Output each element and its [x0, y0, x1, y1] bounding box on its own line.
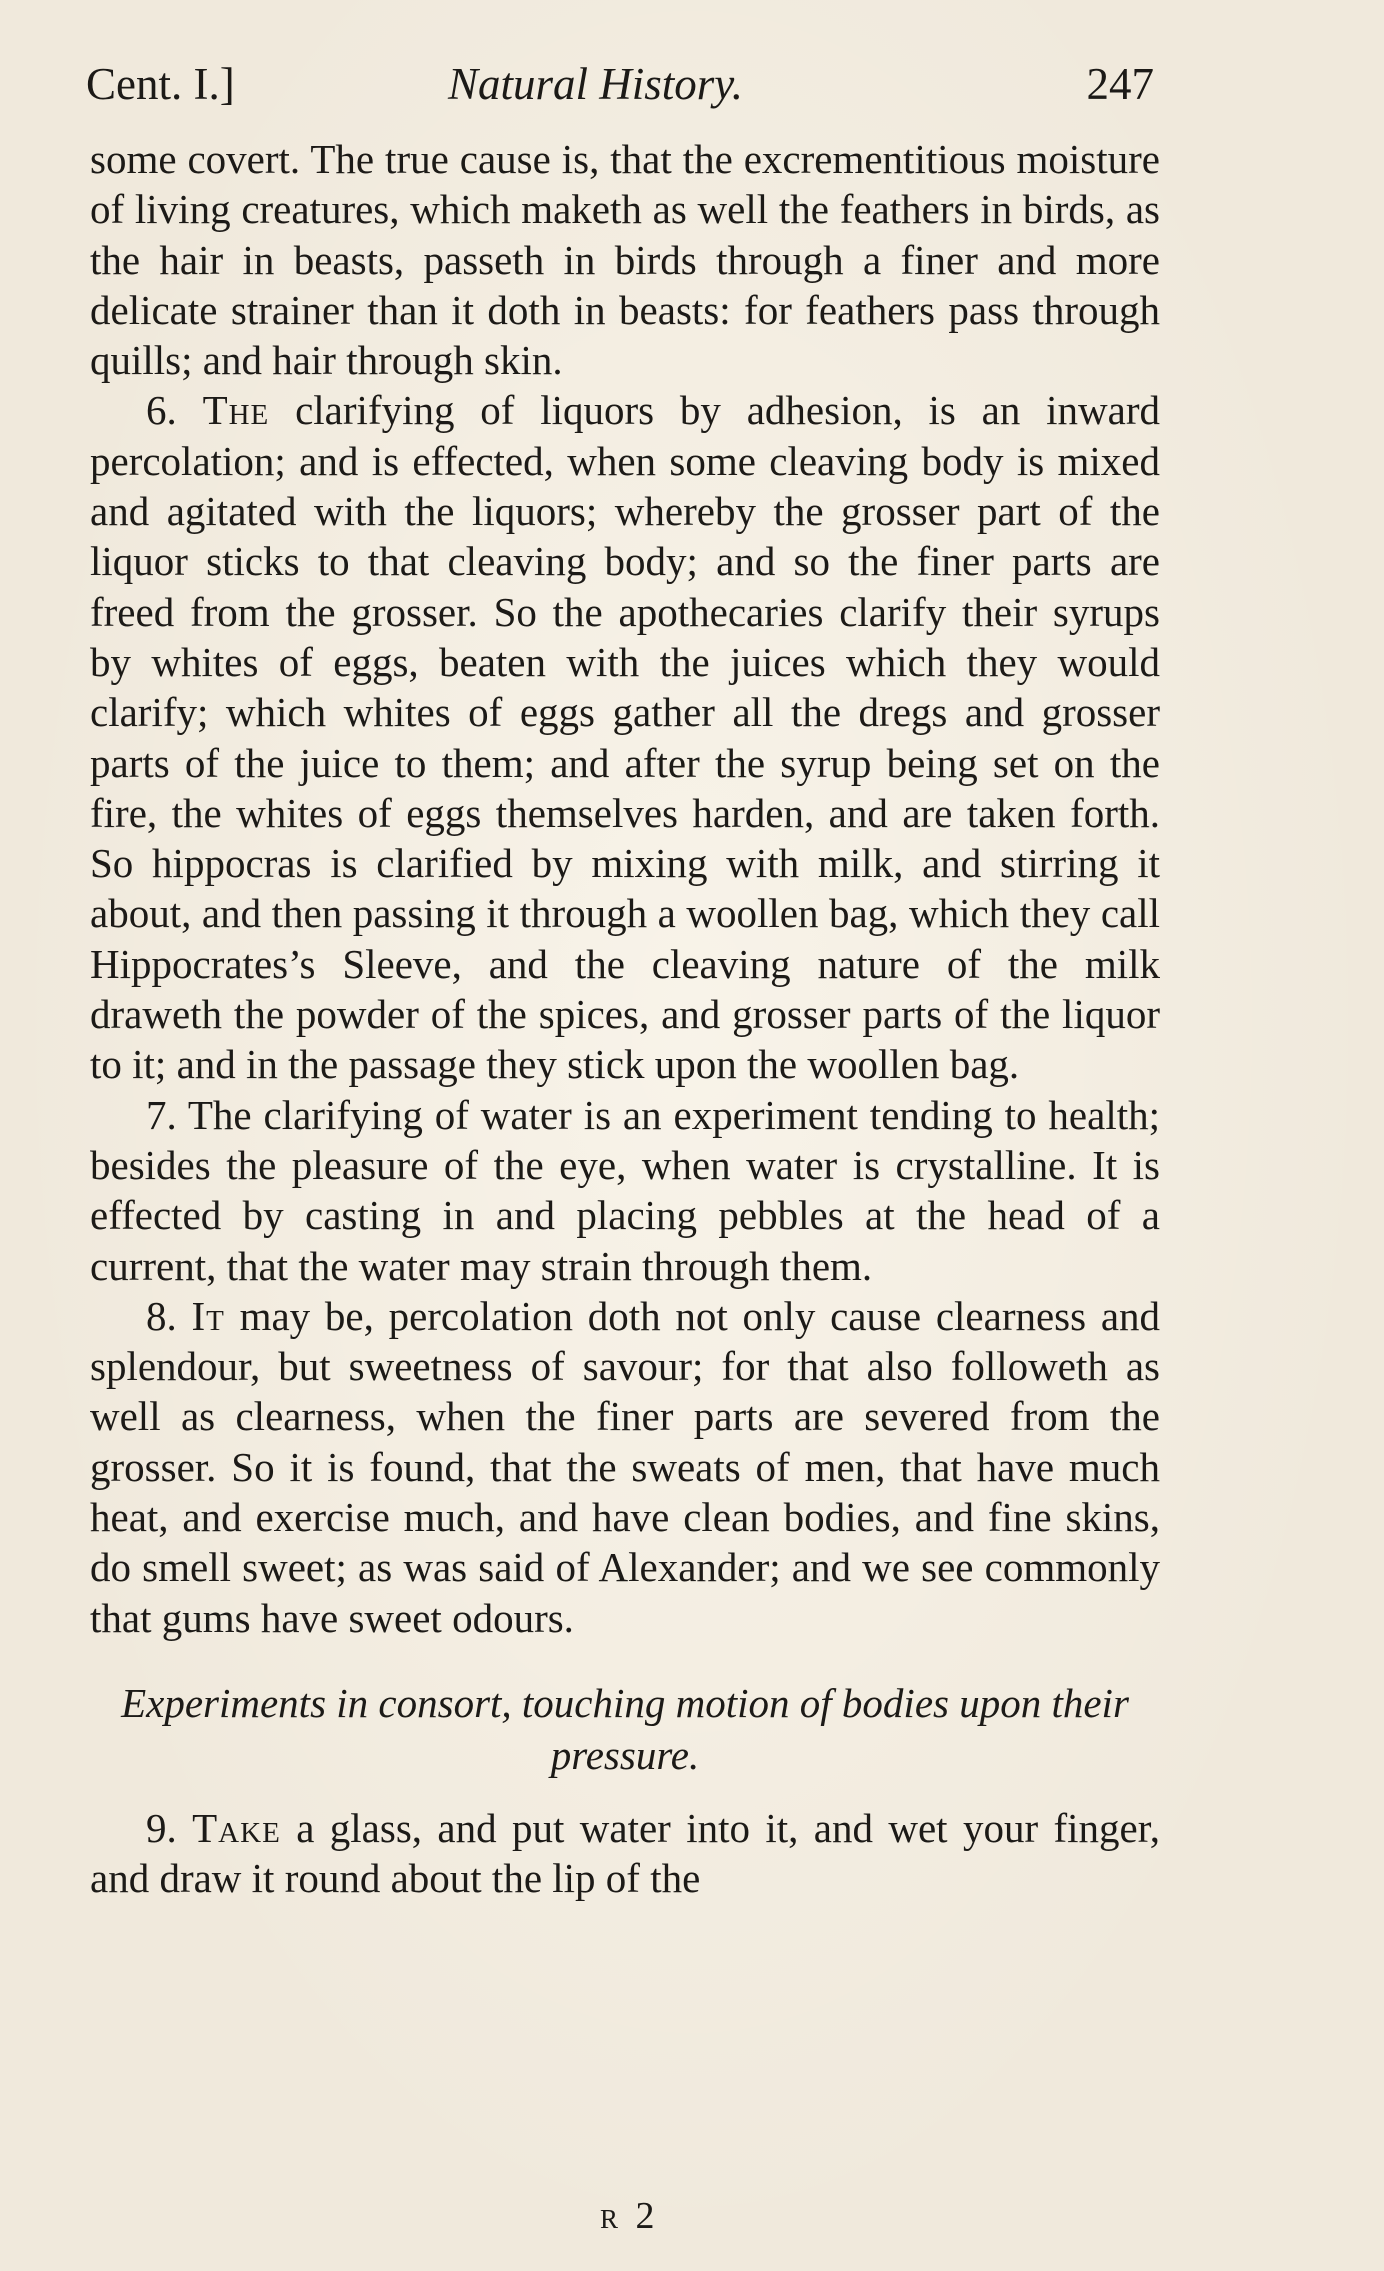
section-heading: Experiments in consort, touching motion of bodies upon their pressure.: [121, 1679, 1129, 1778]
paragraph-text: clarifying of liquors by adhesion, is an inward percolation; and is effected, when some cleaving body is mixed and agitated with the liquors; whereby the grosser part of the liquor sticks to that cleaving body; and so the finer parts are freed from the grosser. So the apothecaries clarify their syrups by whites of eggs, beaten with the juices which they would clarify; which whites of eggs gather all the dregs and grosser parts of the juice to them; and after the syrup being set on the fire, the whites of eggs themselves harden, and are taken forth. So hippocras is clarified by mixing with milk, and stirring it about, and then passing it through a woollen bag, which they call Hippocrates’s Sleeve, and the cleaving nature of the milk draweth the powder of the spices, and grosser parts of the liquor to it; and in the passage they stick upon the woollen bag.: [90, 387, 1161, 1088]
main-text: [90, 134, 1160, 1904]
paragraph-text: The clarifying of water is an experiment tending to health; besides the pleasure of the eye, when water is crystalline. It is effected by casting in and placing pebbles at the head of a current, that the water may strain through them.: [90, 1091, 1160, 1289]
signature-number: 2: [635, 2195, 661, 2237]
paragraph-number: 7.: [146, 1091, 177, 1138]
paragraph-text: a glass, and put water into it, and wet your finger, and draw it round about the lip of the: [90, 1804, 1161, 1902]
paragraph-lead-word: The: [202, 387, 270, 434]
paragraph-6: [90, 385, 1160, 1089]
signature-mark: [600, 2194, 661, 2238]
signature-letter: r: [600, 2195, 621, 2237]
continuation-paragraph: some covert. The true cause is, that the excrementitious moisture of living creatures, which maketh as well the feathers in birds, as the hair in beasts, passeth in birds through a finer and more delicate strainer than it doth in beasts: for feathers pass through quills; and hair through skin.: [90, 136, 1160, 384]
paragraph-number: 9.: [146, 1804, 177, 1851]
paragraph-9: [90, 1803, 1160, 1904]
paragraph-7: [90, 1090, 1160, 1291]
header-century: Cent. I.]: [86, 59, 235, 109]
paragraph-lead-word: Take: [192, 1804, 281, 1851]
paragraph-8: [90, 1291, 1160, 1643]
paragraph-number: 6.: [146, 387, 177, 434]
page-number: 247: [1086, 59, 1154, 109]
running-header: [86, 58, 1154, 118]
header-title: Natural History.: [448, 59, 744, 109]
paragraph-text: may be, percolation doth not only cause clearness and splendour, but sweetness of savour; for that also followeth as well as clearness, when the finer parts are severed from the grosser. So it is found, that the sweats of men, that have much heat, and exercise much, and have clean bodies, and fine skins, do smell sweet; as was said of Alexander; and we see commonly that gums have sweet odours.: [90, 1292, 1161, 1641]
paragraph-number: 8.: [146, 1292, 177, 1339]
paragraph-lead-word: It: [191, 1292, 225, 1339]
